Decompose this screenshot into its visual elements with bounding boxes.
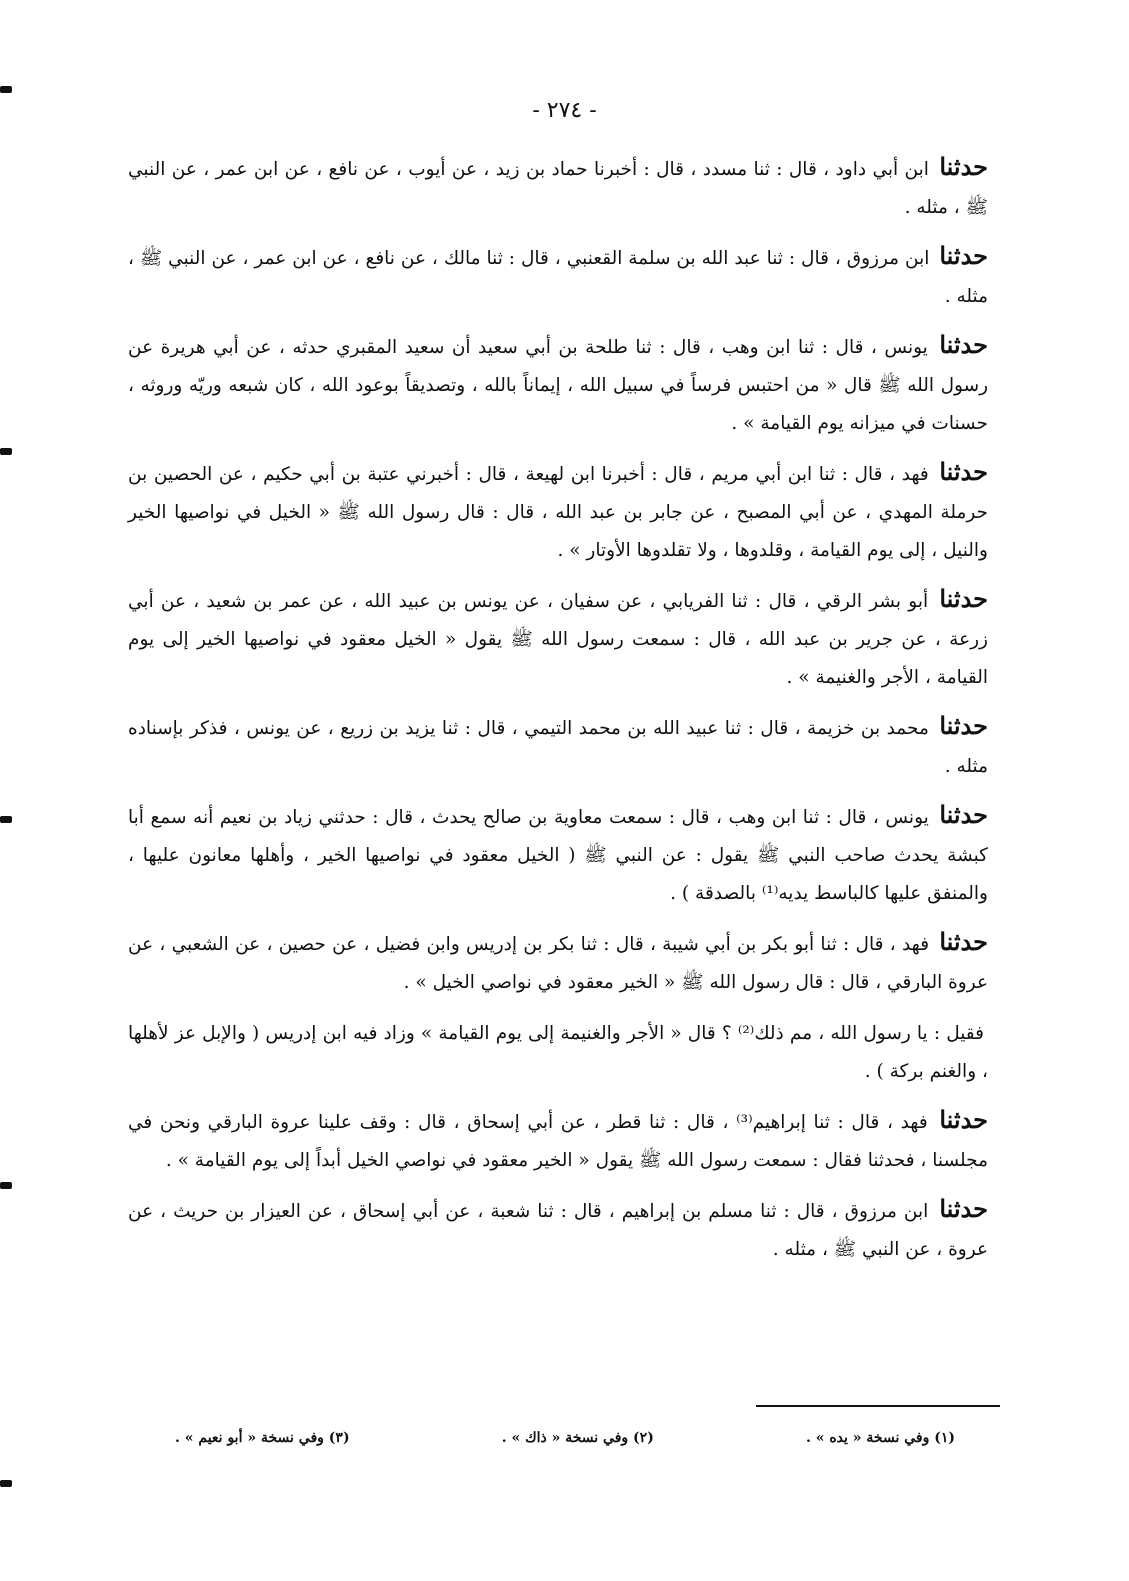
footnote-divider — [756, 1405, 1000, 1407]
hadith-lead-word: حدثنا — [939, 1194, 988, 1223]
hadith-text: فهد ، قال : ثنا أبو بكر بن أبي شيبة ، قال : ثنا بكر بن إدريس وابن فضيل ، عن حصين ، عن الشعبي ، عن عروة البارقي ، قال : قال رسول الله ﷺ « الخير معقود في نواصي الخيل » . — [128, 934, 988, 993]
hadith-paragraph-11 — [128, 1190, 988, 1269]
footnotes — [175, 1430, 955, 1446]
hadith-paragraph-2 — [128, 237, 988, 316]
hadith-lead-word: حدثنا — [939, 800, 988, 829]
hadith-lead-word: حدثنا — [939, 241, 988, 270]
hadith-lead-word: حدثنا — [939, 711, 988, 740]
hadith-lead-word: حدثنا — [939, 152, 988, 181]
hadith-paragraph-5 — [128, 580, 988, 697]
scan-edge-mark — [0, 1480, 12, 1487]
hadith-paragraph-6 — [128, 707, 988, 786]
hadith-paragraph-10 — [128, 1101, 988, 1180]
hadith-paragraph-1 — [128, 148, 988, 227]
hadith-lead-word: حدثنا — [939, 927, 988, 956]
hadith-lead-word: حدثنا — [939, 1105, 989, 1134]
hadith-text: أبو بشر الرقي ، قال : ثنا الفريابي ، عن سفيان ، عن يونس بن عبيد الله ، عن عمر بن شعيد ، عن أبي زرعة ، عن جرير بن عبد الله ، قال : سمعت رسول الله ﷺ يقول « الخيل معقود في نواصيها الخير إلى يوم القيامة ، الأجر والغنيمة » . — [128, 591, 988, 688]
scan-edge-mark — [0, 448, 12, 455]
hadith-paragraph-3 — [128, 326, 988, 443]
hadith-text: محمد بن خزيمة ، قال : ثنا عبيد الله بن محمد التيمي ، قال : ثنا يزيد بن زريع ، عن يونس ، فذكر بإسناده مثله . — [128, 718, 988, 777]
footnote-3: (٣) وفي نسخة « أبو نعيم » . — [175, 1430, 350, 1446]
hadith-lead-word: حدثنا — [939, 584, 988, 613]
hadith-paragraph-4 — [128, 453, 988, 570]
scan-edge-mark — [0, 816, 12, 823]
hadith-paragraph-8 — [128, 923, 988, 1002]
page-number: - ٢٧٤ - — [532, 98, 597, 123]
footnote-2: (٢) وفي نسخة « ذاك » . — [501, 1430, 654, 1446]
hadith-text: ابن مرزوق ، قال : ثنا عبد الله بن سلمة القعنبي ، قال : ثنا مالك ، عن نافع ، عن ابن عمر ، عن النبي ﷺ ، مثله . — [128, 248, 988, 307]
hadith-paragraph-7 — [128, 796, 988, 913]
hadith-text: فهد ، قال : ثنا إبراهيم⁽³⁾ ، قال : ثنا قطر ، عن أبي إسحاق ، قال : وقف علينا عروة البارقي ونحن في مجلسنا ، فحدثنا فقال : سمعت رسول الله ﷺ يقول « الخير معقود في نواصي الخيل أبداً إلى يوم القيامة » . — [128, 1112, 988, 1171]
body-text — [128, 148, 988, 1279]
footnote-1: (١) وفي نسخة « يده » . — [805, 1430, 955, 1446]
hadith-text: يونس ، قال : ثنا ابن وهب ، قال : سمعت معاوية بن صالح يحدث ، قال : حدثني زياد بن نعيم أنه سمع أبا كبشة يحدث صاحب النبي ﷺ يقول : عن النبي ﷺ ( الخيل معقود في نواصيها الخير ، وأهلها معانون عليها ، والمنفق عليها كالباسط يديه⁽¹⁾ بالصدقة ) . — [128, 807, 988, 904]
hadith-lead-word: حدثنا — [939, 330, 988, 359]
hadith-text: ابن مرزوق ، قال : ثنا مسلم بن إبراهيم ، قال : ثنا شعبة ، عن أبي إسحاق ، عن العيزار بن حريث ، عن عروة ، عن النبي ﷺ ، مثله . — [128, 1201, 988, 1260]
scan-edge-mark — [0, 1182, 12, 1189]
hadith-text: ابن أبي داود ، قال : ثنا مسدد ، قال : أخبرنا حماد بن زيد ، عن أيوب ، عن نافع ، عن ابن عمر ، عن النبي ﷺ ، مثله . — [128, 159, 988, 218]
hadith-paragraph-9 — [128, 1012, 988, 1091]
hadith-lead-word: حدثنا — [939, 457, 988, 486]
hadith-text: يونس ، قال : ثنا ابن وهب ، قال : ثنا طلحة بن أبي سعيد أن سعيد المقبري حدثه ، عن أبي هريرة عن رسول الله ﷺ قال « من احتبس فرساً في سبيل الله ، إيماناً بالله ، وتصديقاً بوعود الله ، كان شبعه وريّه وروثه ، حسنات في ميزانه يوم القيامة » . — [128, 337, 988, 434]
hadith-text: فهد ، قال : ثنا ابن أبي مريم ، قال : أخبرنا ابن لهيعة ، قال : أخبرني عتبة بن أبي حكيم ، عن الحصين بن حرملة المهدي ، عن أبي المصبح ، عن جابر بن عبد الله ، قال : قال رسول الله ﷺ « الخيل في نواصيها الخير والنيل ، إلى يوم القيامة ، وقلدوها ، ولا تقلدوها الأوتار » . — [128, 464, 988, 561]
scan-edge-mark — [0, 86, 12, 93]
hadith-text: فقيل : يا رسول الله ، مم ذلك⁽²⁾ ؟ قال « الأجر والغنيمة إلى يوم القيامة » وزاد فيه ابن إدريس ( والإبل عز لأهلها ، والغنم بركة ) . — [128, 1023, 988, 1082]
